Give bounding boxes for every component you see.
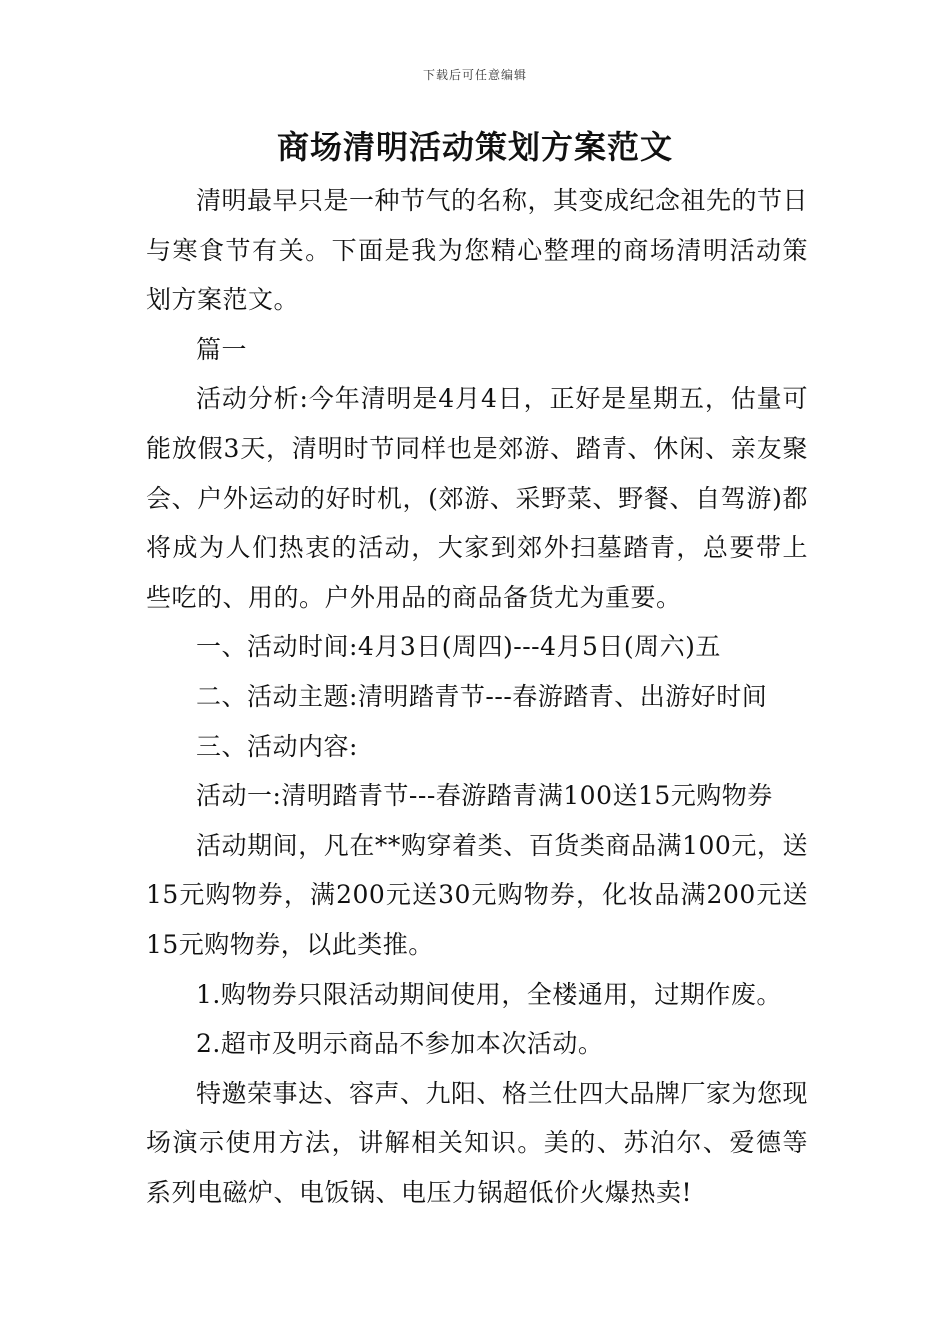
paragraph-activity-theme: 二、活动主题:清明踏青节---春游踏青、出游好时间 <box>196 681 768 711</box>
paragraph-rule-two: 2.超市及明示商品不参加本次活动。 <box>196 1029 604 1059</box>
paragraph-activity-time: 一、活动时间:4月3日(周四)---4月5日(周六)五 <box>196 632 721 662</box>
header-note: 下载后可任意编辑 <box>422 68 527 82</box>
paragraph-section-heading: 篇一 <box>196 334 248 364</box>
document-body <box>146 176 808 1217</box>
paragraph-intro: 清明最早只是一种节气的名称，其变成纪念祖先的节日与寒食节有关。下面是我为您精心整理的商场清明活动策划方案范文。 <box>146 186 809 315</box>
paragraph-brand-demo: 特邀荣事达、容声、九阳、格兰仕四大品牌厂家为您现场演示使用方法，讲解相关知识。美的、苏泊尔、爱德等系列电磁炉、电饭锅、电压力锅超低价火爆热卖! <box>146 1078 809 1207</box>
document-title: 商场清明活动策划方案范文 <box>276 128 673 166</box>
paragraph-rule-one: 1.购物券只限活动期间使用，全楼通用，过期作废。 <box>196 979 782 1009</box>
paragraph-activity-details: 活动期间，凡在**购穿着类、百货类商品满100元，送15元购物券，满200元送30元购物券，化妆品满200元送15元购物券，以此类推。 <box>146 830 808 959</box>
paragraph-activity-analysis: 活动分析:今年清明是4月4日，正好是星期五，估量可能放假3天，清明时节同样也是郊游、踏青、休闲、亲友聚会、户外运动的好时机，(郊游、采野菜、野餐、自驾游)都将成为人们热衷的活动，大家到郊外扫墓踏青，总要带上些吃的、用的。户外用品的商品备货尤为重要。 <box>146 384 808 612</box>
paragraph-activity-content: 三、活动内容: <box>196 731 358 761</box>
paragraph-activity-one: 活动一:清明踏青节---春游踏青满100送15元购物券 <box>196 781 773 811</box>
